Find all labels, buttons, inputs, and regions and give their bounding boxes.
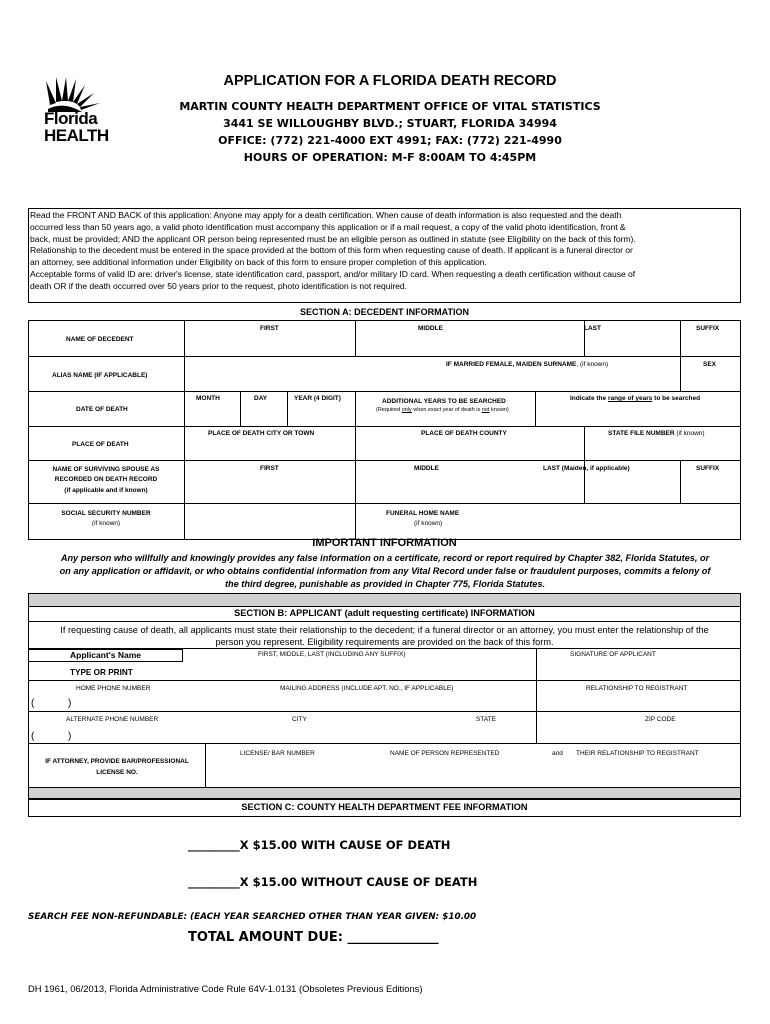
place-city-input[interactable] — [186, 439, 354, 459]
their-relationship-label: THEIR RELATIONSHIP TO REGISTRANT — [576, 750, 699, 757]
state-file-label — [608, 430, 705, 438]
type-or-print-label: TYPE OR PRINT — [70, 668, 133, 677]
ssn-label: SOCIAL SECURITY NUMBER — [61, 510, 151, 517]
note-part: known) — [489, 407, 509, 413]
section-b-note — [28, 624, 741, 648]
fee-with-cause[interactable]: _________X $15.00 WITH CAUSE OF DEATH — [188, 838, 451, 852]
ssn-input[interactable] — [186, 506, 354, 539]
first-name-label: FIRST — [260, 325, 279, 332]
home-phone-paren-close: ) — [68, 698, 72, 709]
license-bar-input[interactable] — [207, 760, 357, 786]
decedent-suffix-input[interactable] — [682, 334, 740, 354]
state-file-input[interactable] — [586, 439, 740, 459]
name-of-decedent-label: NAME OF DECEDENT — [66, 336, 134, 343]
sex-label: SEX — [703, 361, 717, 368]
death-day-input[interactable] — [242, 404, 286, 425]
funeral-home-label: FUNERAL HOME NAME — [386, 510, 460, 517]
important-line: the third degree, punishable as provided in Chapter 775, Florida Statutes. — [224, 579, 546, 589]
form-footer: DH 1961, 06/2013, Florida Administrative Code Rule 64V-1.0131 (Obsoletes Previous Editions) — [28, 983, 423, 994]
additional-years-note — [376, 407, 509, 413]
alt-phone-input[interactable] — [30, 725, 210, 742]
range-underline: range of years — [607, 395, 653, 402]
first-middle-last-label: FIRST, MIDDLE, LAST (INCLUDING ANY SUFFIX) — [258, 651, 406, 658]
logo-text-health: HEALTH — [44, 126, 109, 145]
spouse-middle-label: MIDDLE — [414, 465, 439, 472]
note-part: (Required — [376, 407, 402, 413]
note-only: only — [401, 407, 412, 413]
important-title: IMPORTANT INFORMATION — [312, 537, 457, 549]
note-not: not — [481, 407, 490, 413]
state-label: STATE — [476, 716, 496, 723]
alt-phone-label: ALTERNATE PHONE NUMBER — [66, 716, 159, 723]
date-of-death-label: DATE OF DEATH — [76, 406, 128, 413]
important-line: Any person who willfully and knowingly provides any false information on a certificate, record or report required by Chapter 382, Florida Statutes, or — [60, 553, 710, 563]
intro-line: occurred less than 50 years ago, a valid photo identification must accompany this application or if a mail request, a copy of the valid photo identification, front & — [30, 221, 626, 232]
zip-label: ZIP CODE — [645, 716, 676, 723]
maiden-label-text: IF MARRIED FEMALE, MAIDEN SURNAME — [446, 361, 577, 368]
applicants-name-label: Applicant's Name — [28, 649, 183, 662]
important-line: on any application or affidavit, or who obtains confidential information from any Vital Record under false or fraudulent purposes, commits a felony of — [59, 566, 711, 576]
zip-input[interactable] — [538, 725, 740, 742]
applicant-signature-input[interactable] — [538, 660, 740, 679]
range-part: Indicate the — [570, 395, 608, 402]
section-b-note-line: If requesting cause of death, all applicants must state their relationship to the decedent; if a funeral director or an attorney, you must enter the relationship of the — [60, 625, 709, 635]
alias-label: ALIAS NAME (IF APPLICABLE) — [52, 372, 148, 379]
section-b-note-line: person you represent. Eligibility requirements are provided on the back of this form. — [215, 637, 554, 647]
city-state-input[interactable] — [212, 725, 534, 742]
office-name: MARTIN COUNTY HEALTH DEPARTMENT OFFICE OF VITAL STATISTICS — [179, 100, 601, 113]
alias-input[interactable] — [186, 370, 679, 390]
month-label: MONTH — [196, 395, 220, 402]
logo-text-florida: Florida — [44, 109, 98, 128]
spouse-middle-input[interactable] — [357, 475, 583, 502]
range-years-label — [570, 395, 700, 403]
home-phone-label: HOME PHONE NUMBER — [76, 685, 151, 692]
intro-line: back, must be provided; AND the applicant OR person being represented must be an eligible person as outlined in statute (see Eligibility on the back of this form). — [30, 233, 636, 244]
place-county-label: PLACE OF DEATH COUNTY — [421, 430, 507, 437]
decedent-middle-input[interactable] — [357, 334, 583, 354]
funeral-home-if-known: (if known) — [414, 520, 443, 527]
if-known-text: (if known) — [579, 361, 609, 368]
decedent-first-input[interactable] — [186, 334, 354, 354]
applicant-name-input[interactable] — [186, 660, 534, 679]
place-of-death-label: PLACE OF DEATH — [72, 441, 129, 448]
fee-without-cause[interactable]: _________X $15.00 WITHOUT CAUSE OF DEATH — [188, 875, 478, 889]
spouse-last-input[interactable] — [586, 475, 679, 502]
suffix-label: SUFFIX — [696, 325, 720, 332]
home-phone-input[interactable] — [30, 693, 210, 710]
license-bar-label: LICENSE/ BAR NUMBER — [240, 750, 315, 757]
range-years-input[interactable] — [537, 404, 740, 425]
death-month-input[interactable] — [186, 404, 239, 425]
relationship-label: RELATIONSHIP TO REGISTRANT — [586, 685, 688, 692]
middle-name-label: MIDDLE — [418, 325, 443, 332]
year-label: YEAR (4 DIGIT) — [294, 395, 341, 402]
day-label: DAY — [254, 395, 268, 402]
mailing-address-input[interactable] — [212, 693, 534, 710]
section-a-title: SECTION A: DECEDENT INFORMATION — [300, 307, 469, 317]
note-part: when exact year of death is — [411, 407, 482, 413]
spouse-last-label: LAST (Maiden, if applicable) — [543, 465, 630, 472]
intro-line: Read the FRONT AND BACK of this application: Anyone may apply for a death certification. When cause of death information is also requested and the death — [30, 210, 622, 220]
form-title: APPLICATION FOR A FLORIDA DEATH RECORD — [223, 73, 557, 89]
home-phone-paren-open: ( — [31, 698, 35, 709]
if-known-text: (if known) — [676, 430, 705, 437]
spouse-label-3: (if applicable and if known) — [64, 487, 148, 494]
ssn-if-known: (if known) — [91, 520, 121, 527]
intro-line: death OR if the death occurred over 50 years prior to the request, photo identification is not required. — [30, 280, 407, 291]
mailing-address-label: MAILING ADDRESS (INCLUDE APT. NO., IF APPLICABLE) — [280, 685, 454, 692]
intro-line: an attorney, see additional information under Eligibility on back of this form to ensure proper completion of this application. — [30, 257, 487, 268]
intro-line: Acceptable forms of valid ID are: driver's license, state identification card, passport, and/or military ID card. When requesting a death certification without cause of — [30, 268, 636, 279]
place-county-input[interactable] — [357, 439, 583, 459]
and-label: and — [552, 750, 563, 757]
spouse-first-input[interactable] — [186, 475, 354, 502]
last-name-label: LAST — [584, 325, 601, 332]
florida-health-logo — [42, 75, 122, 147]
additional-years-label: ADDITIONAL YEARS TO BE SEARCHED — [382, 398, 506, 405]
place-city-label: PLACE OF DEATH CITY OR TOWN — [208, 430, 315, 437]
section-b-title: SECTION B: APPLICANT (adult requesting certificate) INFORMATION — [234, 608, 535, 618]
decedent-last-input[interactable] — [586, 334, 679, 354]
attorney-label-1: IF ATTORNEY, PROVIDE BAR/PROFESSIONAL — [45, 758, 189, 765]
state-file-text: STATE FILE NUMBER — [608, 430, 675, 437]
search-fee-note: SEARCH FEE NON-REFUNDABLE: (EACH YEAR SEARCHED OTHER THAN YEAR GIVEN: $10.00 — [28, 912, 477, 922]
signature-label: SIGNATURE OF APPLICANT — [570, 651, 656, 658]
spouse-label-2: RECORDED ON DEATH RECORD — [54, 476, 158, 483]
person-represented-label: NAME OF PERSON REPRESENTED — [390, 750, 500, 757]
spouse-suffix-input[interactable] — [682, 475, 740, 502]
spouse-first-label: FIRST — [260, 465, 279, 472]
relationship-input[interactable] — [538, 693, 740, 710]
person-represented-input[interactable] — [360, 760, 548, 786]
office-phone: OFFICE: (772) 221-4000 EXT 4991; FAX: (772) 221-4990 — [218, 134, 562, 147]
office-hours: HOURS OF OPERATION: M-F 8:00AM TO 4:45PM — [243, 151, 537, 164]
their-relationship-input[interactable] — [572, 760, 740, 786]
city-label: CITY — [292, 716, 307, 723]
section-b-bottom-shade — [29, 788, 740, 798]
maiden-label: IF MARRIED FEMALE, MAIDEN SURNAME, (if known) — [446, 361, 609, 368]
range-part: to be searched — [652, 395, 701, 402]
intro-text — [30, 210, 740, 293]
sex-input[interactable] — [682, 370, 740, 390]
important-text — [32, 552, 738, 591]
spouse-label-1: NAME OF SURVIVING SPOUSE AS — [52, 466, 160, 473]
spouse-suffix-label: SUFFIX — [696, 465, 720, 472]
intro-line: Relationship to the decedent must be entered in the space provided at the bottom of this form when requesting cause of death. If applicant is a funeral director or — [30, 245, 633, 256]
attorney-label-2: LICENSE NO. — [96, 769, 138, 776]
section-c-title: SECTION C: COUNTY HEALTH DEPARTMENT FEE INFORMATION — [241, 802, 528, 812]
office-address: 3441 SE WILLOUGHBY BLVD.; STUART, FLORIDA 34994 — [223, 117, 557, 130]
total-amount-due[interactable]: TOTAL AMOUNT DUE: ______________ — [188, 930, 439, 945]
alt-phone-paren-close: ) — [68, 731, 72, 742]
alt-phone-paren-open: ( — [31, 731, 35, 742]
death-year-input[interactable] — [289, 404, 354, 425]
